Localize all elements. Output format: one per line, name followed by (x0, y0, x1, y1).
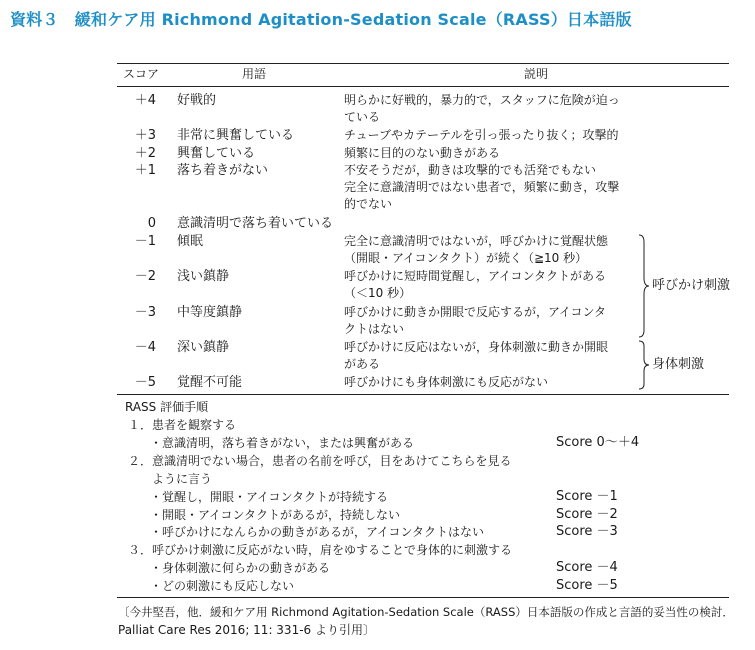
page-title: 資料３ 緩和ケア用 Richmond Agitation-Sedation Scale（RASS）日本語版 (10, 10, 632, 29)
row-score: 0 (147, 216, 156, 231)
evaluation-substep: ・呼びかけになんらかの動きがあるが，アイコンタクトはない (150, 525, 484, 539)
row-score: －1 (134, 234, 156, 249)
row-score: ＋3 (134, 128, 156, 143)
row-term: 非常に興奮している (177, 128, 295, 143)
evaluation-score: Score －1 (556, 489, 618, 504)
row-term: 中等度鎮静 (177, 305, 243, 320)
row-description: 不安そうだが，動きは攻撃的でも活発でもない 完全に意識清明ではない患者で，頻繁に動き，攻撃 的でない (344, 163, 620, 211)
row-description: チューブやカテーテルを引っ張ったり抜く；攻撃的 (344, 128, 619, 142)
evaluation-heading: RASS 評価手順 (125, 400, 209, 414)
evaluation-substep: ・どの刺激にも反応しない (150, 579, 295, 593)
row-term: 傾眠 (177, 234, 204, 249)
row-term: 深い鎮静 (177, 340, 230, 355)
evaluation-substep: ・開眼・アイコンタクトがあるが，持続しない (150, 508, 400, 522)
evaluation-score: Score －5 (556, 578, 618, 593)
table-bottom-rule (117, 394, 729, 395)
row-term: 覚醒不可能 (177, 375, 243, 390)
evaluation-bottom-rule (117, 597, 729, 598)
row-score: －5 (134, 375, 156, 390)
citation-line-2: Palliat Care Res 2016; 11: 331-6 より引用〕 (118, 623, 375, 637)
header-description: 説明 (524, 67, 549, 81)
evaluation-step: ３．呼びかけ刺激に反応がない時，肩をゆすることで身体的に刺激する (128, 543, 513, 557)
row-description: 呼びかけに動きか開眼で反応するが，アイコンタ クトはない (344, 305, 606, 336)
table-top-rule (117, 63, 729, 64)
row-score: －2 (134, 269, 156, 284)
row-score: ＋1 (134, 163, 156, 178)
header-term: 用語 (242, 67, 267, 81)
header-score: スコア (123, 67, 160, 81)
evaluation-step: ２．意識清明でない場合，患者の名前を呼び，目をあけてこちらを見る ように言う (128, 454, 512, 486)
row-term: 興奮している (177, 146, 256, 161)
row-description: 呼びかけに短時間覚醒し，アイコンタクトがある （＜10 秒） (344, 269, 606, 300)
row-score: ＋2 (134, 146, 156, 161)
evaluation-score: Score －4 (556, 560, 618, 575)
row-term: 意識清明で落ち着いている (177, 216, 334, 231)
row-description: 明らかに好戦的，暴力的で，スタッフに危険が迫っ ている (344, 93, 620, 124)
evaluation-substep: ・覚醒し，開眼・アイコンタクトが持続する (150, 490, 388, 504)
row-score: ＋4 (134, 93, 156, 108)
verbal-group-label: 呼びかけ刺激 (652, 278, 731, 293)
evaluation-score: Score －3 (556, 524, 618, 539)
citation-line-1: 〔今井堅吾，他．緩和ケア用 Richmond Agitation-Sedation Scale（RASS）日本語版の作成と言語的妥当性の検討． (118, 605, 734, 619)
header-rule (117, 86, 729, 87)
row-term: 好戦的 (177, 93, 217, 108)
evaluation-substep: ・意識清明，落ち着きがない，または興奮がある (150, 436, 415, 450)
evaluation-score: Score 0〜＋4 (556, 435, 640, 450)
row-description: 完全に意識清明ではないが，呼びかけに覚醒状態 （開眼・アイコンタクト）が続く（≧10 秒） (344, 234, 609, 265)
row-term: 落ち着きがない (177, 163, 269, 178)
evaluation-score: Score －2 (556, 507, 618, 522)
evaluation-substep: ・身体刺激に何らかの動きがある (150, 561, 331, 575)
row-term: 浅い鎮静 (177, 269, 230, 284)
row-score: －3 (134, 305, 156, 320)
evaluation-step: １．患者を観察する (128, 418, 237, 432)
row-description: 呼びかけにも身体刺激にも反応がない (344, 375, 549, 389)
row-score: －4 (134, 340, 156, 355)
row-description: 呼びかけに反応はないが，身体刺激に動きか開眼 がある (344, 340, 609, 371)
row-description: 頻繁に目的のない動きがある (344, 146, 501, 160)
physical-group-brace (638, 340, 650, 390)
verbal-group-brace (638, 234, 650, 338)
physical-group-label: 身体刺激 (652, 357, 705, 372)
